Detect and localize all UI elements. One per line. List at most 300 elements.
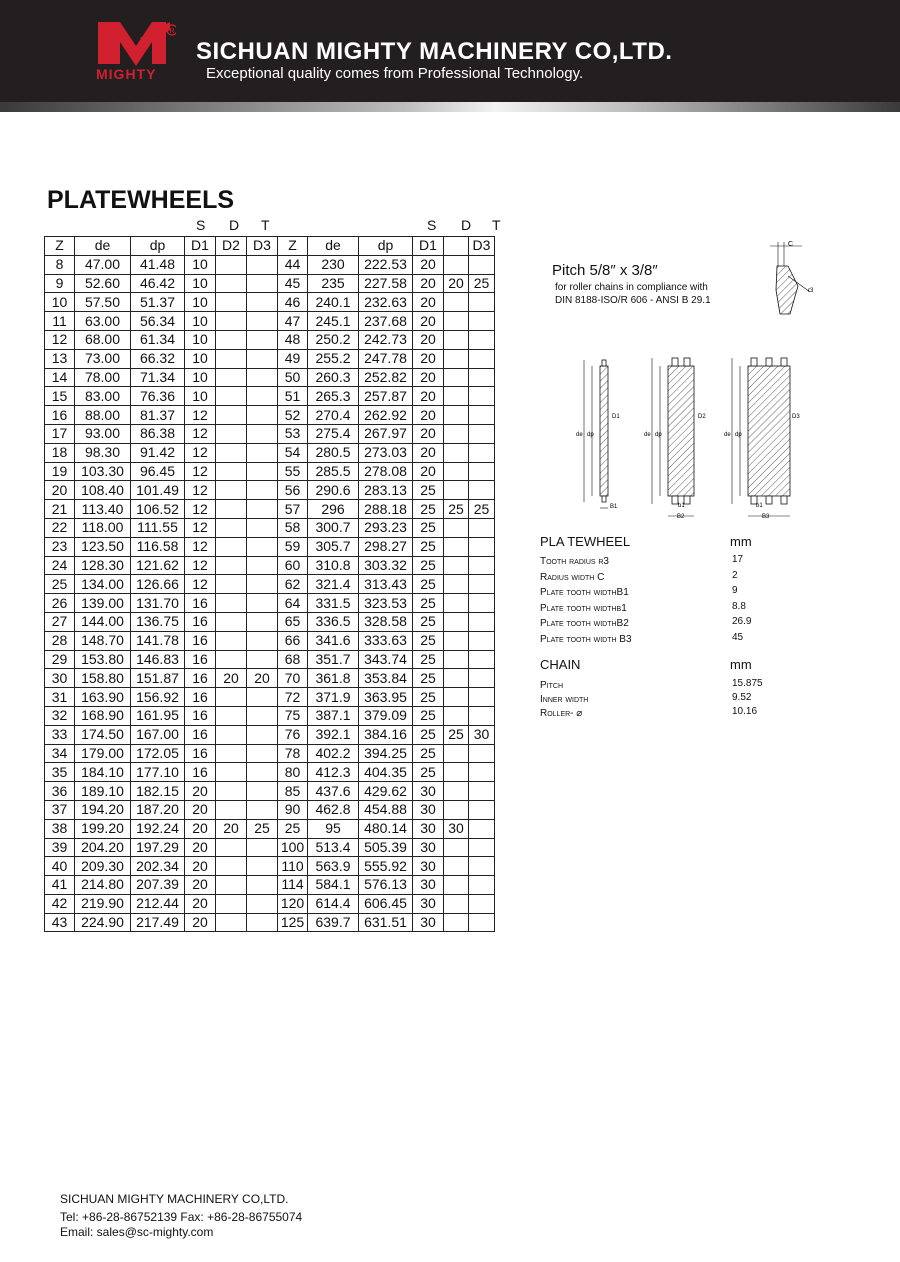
chain-spec-label: Roller- ⌀ [540,708,583,719]
table-cell: 25 [413,537,444,556]
table-cell: 20 [444,274,469,293]
table-cell: 91.42 [131,443,185,462]
table-cell: 88.00 [75,406,131,425]
table-cell [216,462,247,481]
table-header-cell: D1 [413,237,444,256]
chain-heading: CHAIN [540,657,581,672]
table-cell: 73.00 [75,349,131,368]
table-row [45,556,495,575]
table-cell: 219.90 [75,894,131,913]
table-cell: 17 [45,424,75,443]
table-cell: 100 [278,838,308,857]
table-cell [444,293,469,312]
table-cell: 78 [278,744,308,763]
table-row [45,518,495,537]
platewheel-spec-label: Plate tooth width B3 [540,633,632,645]
table-cell: 30 [413,857,444,876]
table-header-row [45,237,495,256]
table-cell [444,838,469,857]
table-cell: 237.68 [359,312,413,331]
table-cell: 555.92 [359,857,413,876]
table-cell: 194.20 [75,800,131,819]
platewheel-spec-value: 26.9 [732,616,752,627]
table-cell: 86.38 [131,424,185,443]
table-row [45,537,495,556]
table-row [45,406,495,425]
table-cell: 20 [413,424,444,443]
table-cell: 184.10 [75,763,131,782]
table-cell: 25 [413,518,444,537]
table-cell [444,368,469,387]
table-cell: 28 [45,631,75,650]
table-cell [469,631,495,650]
table-row [45,274,495,293]
table-cell: 30 [413,838,444,857]
platewheel-spec-value: 2 [732,569,738,581]
table-row [45,857,495,876]
table-cell: 161.95 [131,706,185,725]
table-cell: 148.70 [75,631,131,650]
table-cell: 333.63 [359,631,413,650]
table-cell: 25 [413,688,444,707]
table-cell [444,744,469,763]
table-cell: 8 [45,255,75,274]
table-row [45,763,495,782]
table-cell: 114 [278,876,308,895]
table-header-cell: D3 [247,237,278,256]
table-row [45,819,495,838]
sdt-label-s-2: S [427,217,437,233]
table-cell: 50 [278,368,308,387]
table-cell [247,612,278,631]
sdt-label-s: S [196,217,206,233]
table-cell: 35 [45,763,75,782]
platewheel-heading: PLA TEWHEEL [540,534,631,549]
chain-spec-label: Inner width [540,694,589,705]
table-cell: 353.84 [359,669,413,688]
table-cell: 614.4 [308,894,359,913]
platewheel-spec-label: Tooth radius r3 [540,556,609,567]
table-cell: 20 [413,274,444,293]
table-cell [216,406,247,425]
platewheel-spec-value: 9 [732,585,738,596]
table-cell [444,913,469,932]
table-cell: 16 [185,669,216,688]
table-cell: 563.9 [308,857,359,876]
table-cell: 30 [413,876,444,895]
table-row [45,838,495,857]
table-cell: 25 [413,763,444,782]
label-b3: B3 [762,514,770,520]
table-cell: 250.2 [308,330,359,349]
table-cell: 44 [278,255,308,274]
table-row [45,594,495,613]
table-cell [247,688,278,707]
table-cell [247,782,278,801]
table-cell [247,349,278,368]
table-cell: 16 [45,406,75,425]
table-cell: 242.73 [359,330,413,349]
table-cell: 41.48 [131,255,185,274]
table-row [45,387,495,406]
table-cell: 54 [278,443,308,462]
table-cell: 51.37 [131,293,185,312]
table-cell: 66.32 [131,349,185,368]
footer-phone: Tel: +86-28-86752139 Fax: +86-28-86755074 [60,1210,303,1224]
table-row [45,669,495,688]
table-cell: 217.49 [131,913,185,932]
table-cell: 118.00 [75,518,131,537]
table-cell: 30 [444,819,469,838]
table-cell [216,312,247,331]
table-cell: 153.80 [75,650,131,669]
table-cell [216,744,247,763]
table-cell: 202.34 [131,857,185,876]
table-cell [216,274,247,293]
table-row [45,443,495,462]
table-cell: 80 [278,763,308,782]
table-cell: 361.8 [308,669,359,688]
table-cell: 371.9 [308,688,359,707]
table-cell: 11 [45,312,75,331]
table-cell: 56 [278,481,308,500]
table-header-cell: dp [131,237,185,256]
table-cell: 182.15 [131,782,185,801]
table-cell: 75 [278,706,308,725]
table-cell: 25 [413,481,444,500]
table-row [45,312,495,331]
table-cell: 125 [278,913,308,932]
table-cell: 167.00 [131,725,185,744]
table-cell: 12 [185,481,216,500]
table-cell [444,462,469,481]
table-cell: 12 [45,330,75,349]
table-cell: 106.52 [131,500,185,519]
table-row [45,500,495,519]
table-cell [469,688,495,707]
table-cell: 12 [185,518,216,537]
table-cell [247,255,278,274]
table-cell: 199.20 [75,819,131,838]
table-cell: 270.4 [308,406,359,425]
table-cell [469,894,495,913]
table-cell: 305.7 [308,537,359,556]
table-cell: 10 [185,274,216,293]
label-d3: D3 [792,414,800,420]
table-cell: 57.50 [75,293,131,312]
table-cell [444,330,469,349]
table-cell: 46 [278,293,308,312]
table-cell: 429.62 [359,782,413,801]
label-de-1: de [576,432,583,438]
table-cell: 20 [413,255,444,274]
platewheel-spec-label: Radius width C [540,571,605,583]
table-row [45,706,495,725]
table-cell [444,575,469,594]
table-cell: 34 [45,744,75,763]
table-cell [469,782,495,801]
table-cell: 151.87 [131,669,185,688]
table-cell: 68 [278,650,308,669]
table-cell [469,443,495,462]
table-cell [216,518,247,537]
table-cell [247,293,278,312]
table-cell [216,800,247,819]
table-cell: 20 [185,782,216,801]
table-cell [216,443,247,462]
table-cell: 16 [185,706,216,725]
table-cell: 402.2 [308,744,359,763]
table-cell: 39 [45,838,75,857]
table-cell [469,744,495,763]
table-cell: 20 [216,669,247,688]
table-cell: 146.83 [131,650,185,669]
table-cell: 20 [185,800,216,819]
table-cell: 10 [185,293,216,312]
table-cell [216,330,247,349]
table-cell: 240.1 [308,293,359,312]
table-cell: 189.10 [75,782,131,801]
table-cell [469,594,495,613]
label-b1: B1 [610,504,618,510]
table-cell: 25 [444,500,469,519]
table-row [45,612,495,631]
table-row [45,293,495,312]
table-cell [469,368,495,387]
table-cell: 62 [278,575,308,594]
table-cell: 387.1 [308,706,359,725]
table-cell: 36 [45,782,75,801]
table-cell: 513.4 [308,838,359,857]
table-cell [444,800,469,819]
table-cell: 108.40 [75,481,131,500]
table-cell [469,876,495,895]
table-cell [469,312,495,331]
table-cell: 37 [45,800,75,819]
table-cell: 83.00 [75,387,131,406]
label-dp-1: dp [587,432,594,438]
table-cell [469,706,495,725]
table-cell: 20 [247,669,278,688]
chain-spec-label: Pitch [540,680,564,691]
table-cell: 255.2 [308,349,359,368]
table-cell: 25 [45,575,75,594]
table-cell [444,443,469,462]
table-cell [216,500,247,519]
table-cell: 47 [278,312,308,331]
table-cell: 280.5 [308,443,359,462]
table-cell: 47.00 [75,255,131,274]
table-cell: 30 [469,725,495,744]
table-cell [469,387,495,406]
label-c: C [788,241,794,248]
platewheel-spec-value: 45 [732,631,744,643]
table-cell: 303.32 [359,556,413,575]
table-header-cell: dp [359,237,413,256]
table-cell [469,612,495,631]
table-cell: 20 [413,293,444,312]
table-cell: 56.34 [131,312,185,331]
table-cell [469,650,495,669]
table-cell: 313.43 [359,575,413,594]
table-header-cell: D3 [469,237,495,256]
table-header-cell: D2 [216,237,247,256]
table-cell [247,500,278,519]
table-cell: 126.66 [131,575,185,594]
table-cell: 25 [247,819,278,838]
table-cell [469,406,495,425]
table-cell: 25 [413,744,444,763]
table-header-cell: de [75,237,131,256]
sdt-label-d: D [229,217,240,233]
table-cell: 20 [413,462,444,481]
table-cell: 30 [413,800,444,819]
table-cell: 212.44 [131,894,185,913]
table-cell: 30 [45,669,75,688]
table-row [45,255,495,274]
table-cell: 25 [469,500,495,519]
table-cell [216,857,247,876]
table-cell [216,349,247,368]
table-header-cell: D1 [185,237,216,256]
table-cell: 197.29 [131,838,185,857]
table-cell: 12 [185,443,216,462]
table-cell: 49 [278,349,308,368]
table-cell: 172.05 [131,744,185,763]
table-cell: 51 [278,387,308,406]
table-cell: 290.6 [308,481,359,500]
label-b2: B2 [677,514,685,520]
table-cell: 20 [185,857,216,876]
platewheel-table [44,236,495,932]
chain-spec-value: 9.52 [732,692,752,703]
table-cell [216,650,247,669]
table-cell: 177.10 [131,763,185,782]
table-cell: 412.3 [308,763,359,782]
table-cell: 10 [185,368,216,387]
table-cell [247,594,278,613]
table-cell: 70 [278,669,308,688]
table-cell [247,274,278,293]
table-cell: 103.30 [75,462,131,481]
table-cell: 96.45 [131,462,185,481]
table-cell: 52 [278,406,308,425]
table-cell: 278.08 [359,462,413,481]
table-cell: 12 [185,500,216,519]
sdt-label-d-2: D [461,217,472,233]
table-cell: 25 [413,650,444,669]
table-cell [216,537,247,556]
table-row [45,800,495,819]
table-cell [469,537,495,556]
sdt-label-t-2: T [492,217,501,233]
table-cell [247,631,278,650]
table-cell: 30 [413,819,444,838]
table-row [45,913,495,932]
table-row [45,349,495,368]
table-cell [469,424,495,443]
table-cell: 341.6 [308,631,359,650]
table-header-cell [444,237,469,256]
table-cell [216,368,247,387]
table-cell: 90 [278,800,308,819]
table-row [45,744,495,763]
table-cell: 20 [413,387,444,406]
table-cell [247,462,278,481]
table-cell [469,763,495,782]
table-cell: 81.37 [131,406,185,425]
table-cell: 16 [185,744,216,763]
table-cell: 222.53 [359,255,413,274]
table-cell [216,612,247,631]
table-cell [444,857,469,876]
chain-unit: mm [730,657,752,672]
table-cell: 131.70 [131,594,185,613]
table-cell: 298.27 [359,537,413,556]
svg-text:R: R [169,28,175,35]
table-cell [247,518,278,537]
table-cell: 72 [278,688,308,707]
chain-spec-value: 10.16 [732,706,758,717]
table-cell: 20 [45,481,75,500]
table-cell: 296 [308,500,359,519]
table-cell: 65 [278,612,308,631]
table-cell [216,706,247,725]
table-cell [444,387,469,406]
table-cell [247,330,278,349]
table-cell: 121.62 [131,556,185,575]
table-cell [247,706,278,725]
table-cell [216,838,247,857]
table-cell: 606.45 [359,894,413,913]
label-dp-2: dp [655,432,662,438]
table-cell [444,537,469,556]
table-cell [444,518,469,537]
company-name: SICHUAN MIGHTY MACHINERY CO,LTD. [196,38,673,65]
table-cell: 38 [45,819,75,838]
table-row [45,650,495,669]
table-cell: 227.58 [359,274,413,293]
table-cell [216,481,247,500]
table-cell [444,424,469,443]
table-cell [247,424,278,443]
platewheel-spec-label: Plate tooth widthb1 [540,602,627,614]
table-cell: 64 [278,594,308,613]
table-cell: 42 [45,894,75,913]
table-cell: 66 [278,631,308,650]
table-header-cell: Z [278,237,308,256]
table-cell: 404.35 [359,763,413,782]
table-cell: 260.3 [308,368,359,387]
table-row [45,368,495,387]
table-cell [444,688,469,707]
table-cell: 12 [185,556,216,575]
platewheel-spec-value: 17 [732,554,744,565]
label-dp-3: dp [735,432,742,438]
table-cell: 275.4 [308,424,359,443]
table-cell: 245.1 [308,312,359,331]
label-d1: D1 [612,414,620,420]
table-cell: 46.42 [131,274,185,293]
label-b1-small-2: b1 [678,503,685,509]
table-cell: 139.00 [75,594,131,613]
table-cell: 20 [185,838,216,857]
table-cell: 158.80 [75,669,131,688]
table-cell: 101.49 [131,481,185,500]
table-cell [247,481,278,500]
table-cell [444,631,469,650]
table-cell [247,406,278,425]
